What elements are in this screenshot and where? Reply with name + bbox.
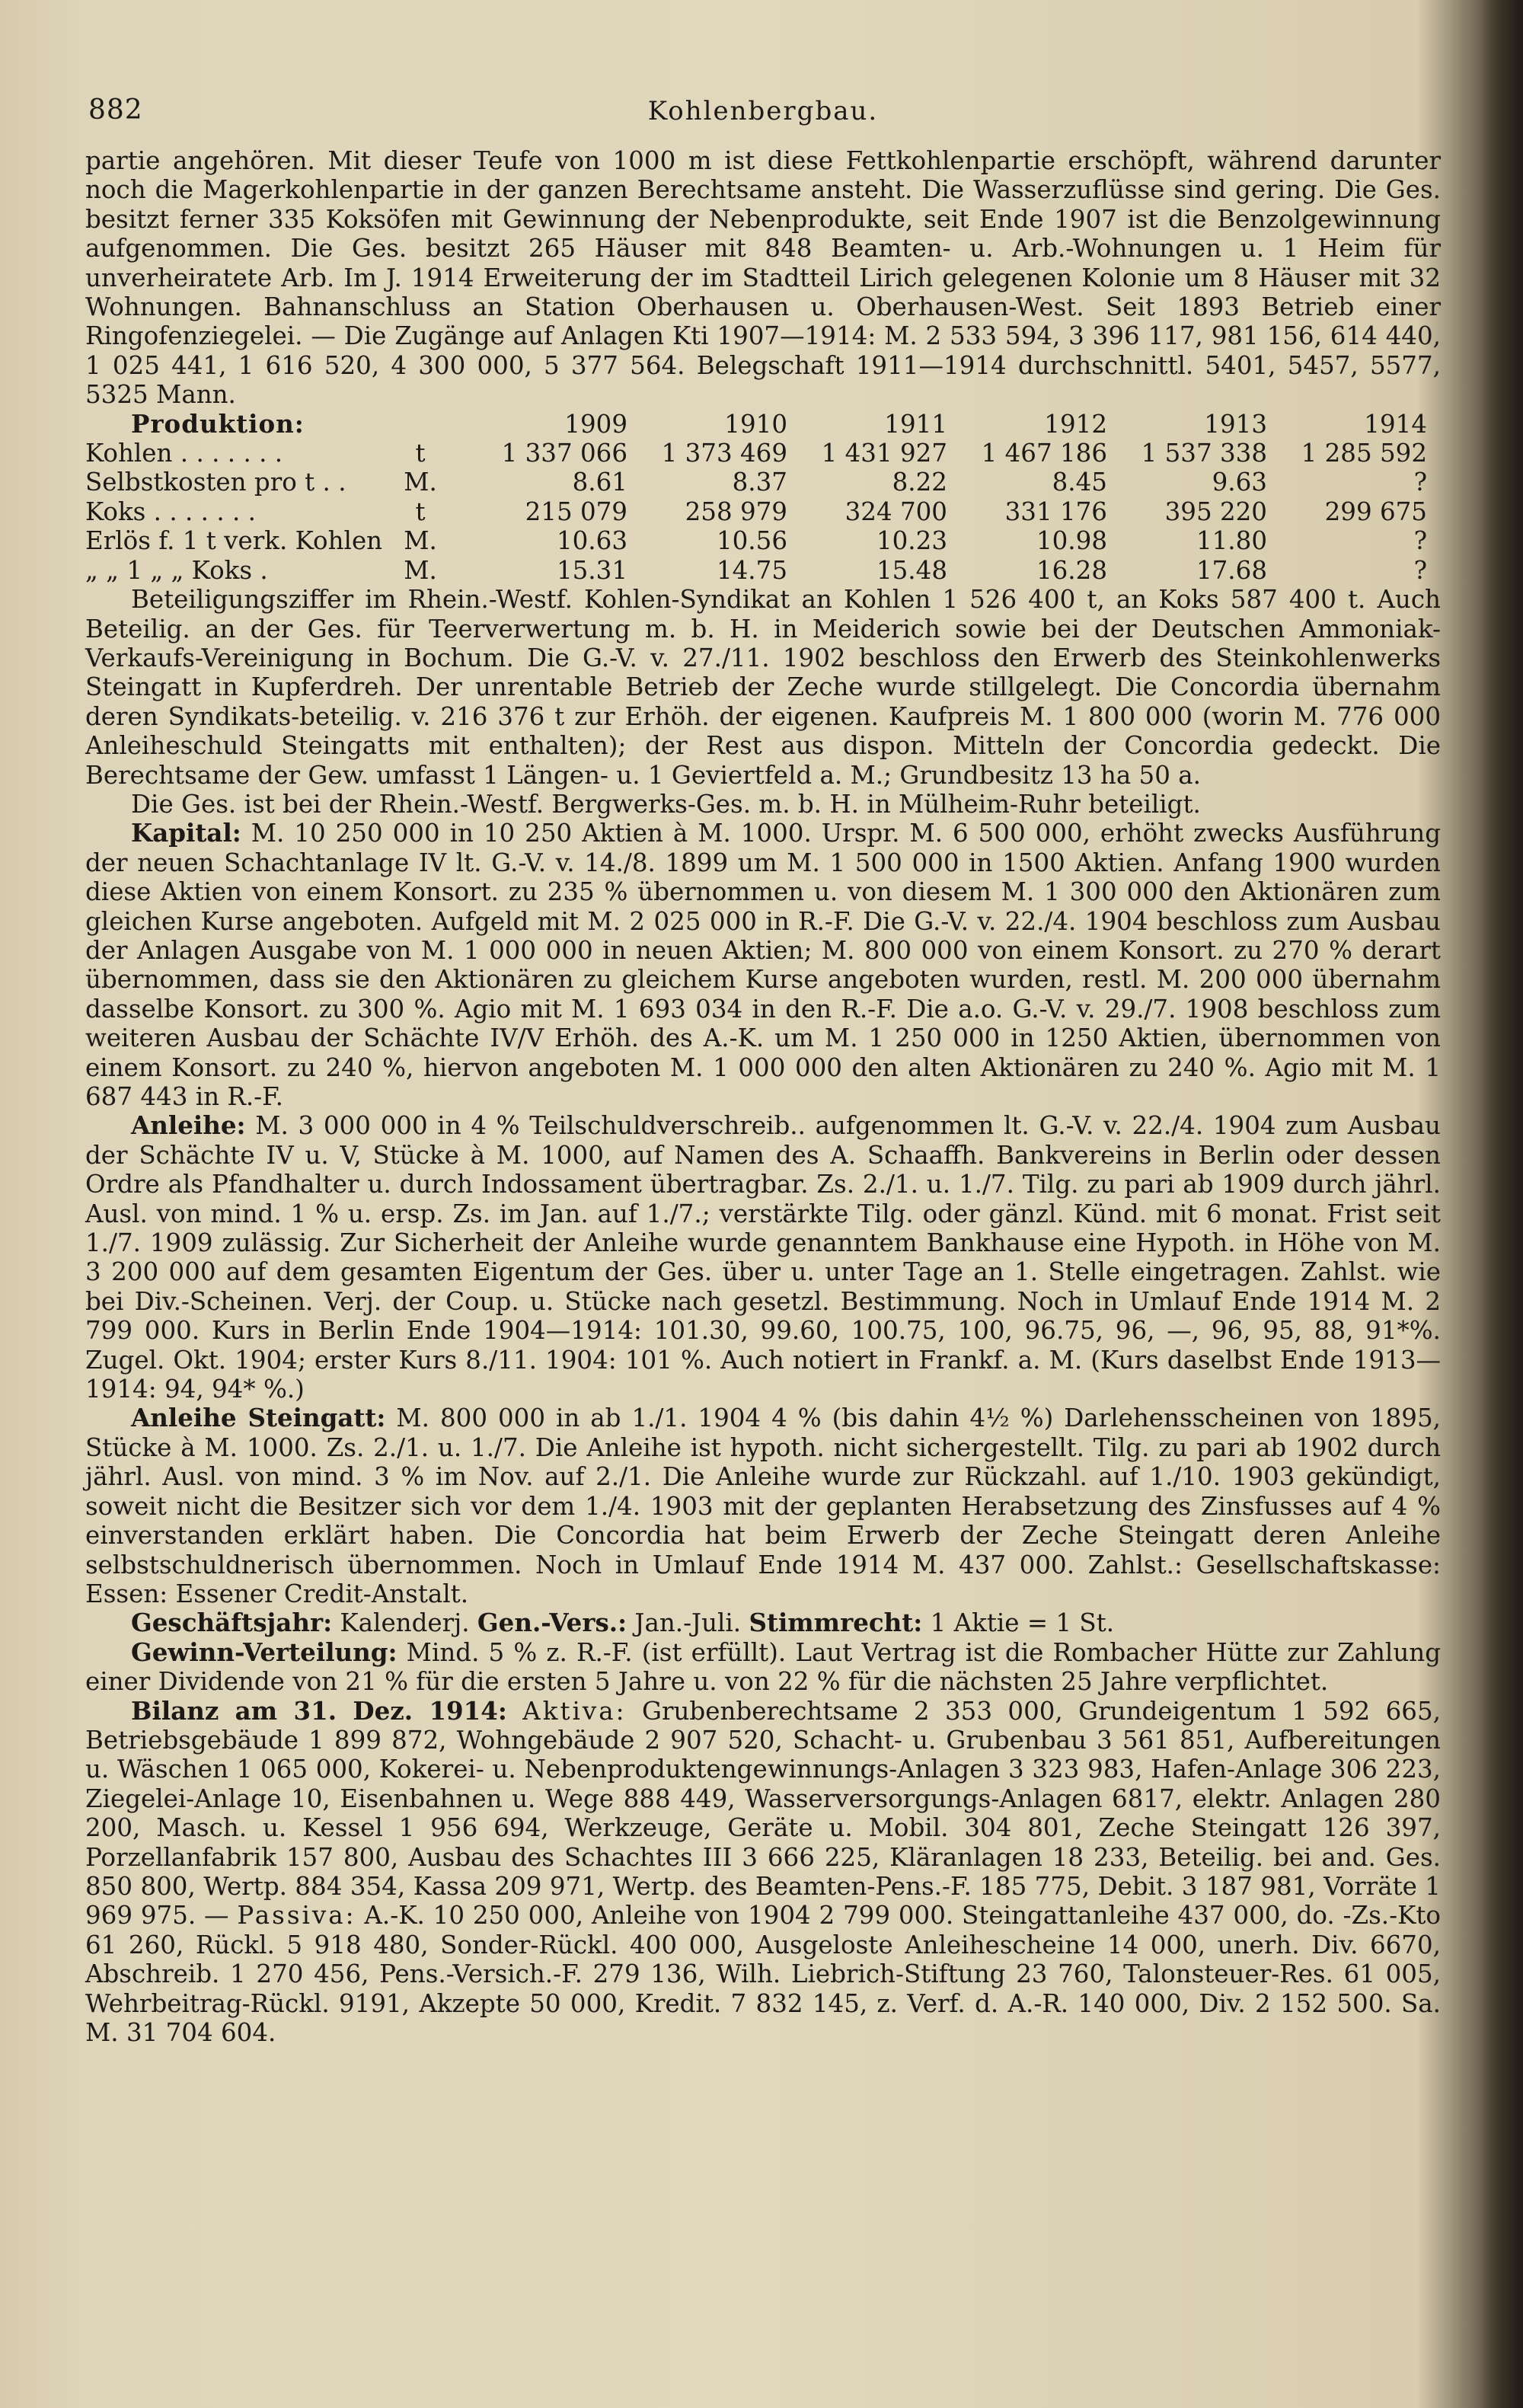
cell: ?: [1413, 555, 1427, 585]
running-head: Kohlenbergbau.: [647, 96, 879, 126]
cell: 17.68: [1196, 555, 1267, 585]
cell: 11.80: [1196, 526, 1267, 556]
cell: ?: [1413, 526, 1427, 556]
aktiva-text: Grubenberechtsame 2 353 000, Grundeigentum 1 592 665, Betriebsgebäude 1 899 872, Wohngebäude 2 907 520, Schacht- u. Grubenbau 3 561 851, Aufbereitungen u. Wäschen 1 065 000, Kokerei- u. Nebenproduktengewinnungs-Anlagen 3 323 983, Hafen-Anlage 306 223, Ziegelei-Anlage 10, Eisenbahnen u. Wege 888 449, Wasserversorgungs-Anlagen 6817, elektr. Anlagen 280 200, Masch. u. Kessel 1 956 694, Werkzeuge, Geräte u. Mobil. 304 801, Zeche Steingatt 126 397, Porzellanfabrik 157 800, Ausbau des Schachtes III 3 666 225, Kläranlagen 18 233, Beteilig. bei and. Ges. 850 800, Wertp. 884 354, Kassa 209 971, Wertp. des Beamten-Pens.-F. 185 775, Debit. 3 187 981, Vorräte 1 969 975. —: [85, 1696, 1441, 1931]
cell: 8.61: [572, 468, 627, 497]
gen-vers-text: Jan.-Juli.: [627, 1608, 749, 1638]
cell: 1 431 927: [821, 439, 947, 468]
paragraph-anleihe-steingatt: [85, 1404, 1441, 1608]
gewinn-label: Gewinn-Verteilung:: [131, 1637, 398, 1667]
production-row-erloes-kohlen: [85, 526, 1441, 555]
cell: 9.63: [1212, 468, 1267, 497]
paragraph-beteiligung: Beteiligungsziffer im Rhein.-Westf. Kohlen-Syndikat an Kohlen 1 526 400 t, an Koks 587 400 t. Auch Beteilig. an der Ges. für Teerverwertung m. b. H. in Meiderich sowie bei der Deutschen Ammoniak-Verkaufs-Vereinigung in Bochum. Die G.-V. v. 27./11. 1902 beschloss den Erwerb des Steinkohlenwerks Steingatt in Kupferdreh. Der unrentable Betrieb der Zeche wurde stillgelegt. Die Concordia übernahm deren Syndikats-beteilig. v. 216 376 t zur Erhöh. der eigenen. Kaufpreis M. 1 800 000 (worin M. 776 000 Anleiheschuld Steingatts mit enthalten); der Rest aus dispon. Mitteln der Concordia gedeckt. Die Berechtsame der Gew. umfasst 1 Längen- u. 1 Geviertfeld a. M.; Grundbesitz 13 ha 50 a.: [85, 585, 1441, 790]
paragraph-intro: partie angehören. Mit dieser Teufe von 1000 m ist diese Fettkohlenpartie erschöpft, während darunter noch die Magerkohlenpartie in der ganzen Berechtsame ansteht. Die Wasserzuflüsse sind gering. Die Ges. besitzt ferner 335 Koksöfen mit Gewinnung der Nebenprodukte, seit Ende 1907 ist die Benzolgewinnung aufgenommen. Die Ges. besitzt 265 Häuser mit 848 Beamten- u. Arb.-Wohnungen u. 1 Heim für unverheiratete Arb. Im J. 1914 Erweiterung der im Stadtteil Lirich gelegenen Kolonie um 8 Häuser mit 32 Wohnungen. Bahnanschluss an Station Oberhausen u. Oberhausen-West. Seit 1893 Betrieb einer Ringofenziegelei. — Die Zugänge auf Anlagen Kti 1907—1914: M. 2 533 594, 3 396 117, 981 156, 614 440, 1 025 441, 1 616 520, 4 300 000, 5 377 564. Belegschaft 1911—1914 durchschnittl. 5401, 5457, 5577, 5325 Mann.: [85, 146, 1441, 410]
page-header: [85, 85, 1441, 146]
cell: 8.45: [1052, 468, 1107, 497]
row-label: Kohlen . . . . . . .: [85, 439, 283, 468]
year-1912: 1912: [1044, 409, 1107, 439]
paragraph-kapital: [85, 819, 1441, 1111]
row-unit: t: [415, 497, 426, 526]
anleihe-steingatt-label: Anleihe Steingatt:: [131, 1403, 386, 1433]
cell: 8.37: [732, 468, 787, 497]
row-label: Erlös f. 1 t verk. Kohlen: [85, 526, 383, 556]
anleihe-steingatt-text: M. 800 000 in ab 1./1. 1904 4 % (bis dahin 4½ %) Darlehensscheinen von 1895, Stücke à M. 1000. Zs. 2./1. u. 1./7. Die Anleihe ist hypoth. nicht sichergestellt. Tilg. zu pari ab 1902 durch jährl. Ausl. von mind. 3 % im Nov. auf 2./1. Die Anleihe wurde zur Rückzahl. auf 1./10. 1903 gekündigt, soweit nicht die Besitzer sich vor dem 1./4. 1903 mit der geplanten Herabsetzung des Zinsfusses auf 4 % einverstanden erklärt haben. Die Concordia hat beim Erwerb der Zeche Steingatt deren Anleihe selbstschuldnerisch übernommen. Noch in Umlauf Ende 1914 M. 437 000. Zahlst.: Gesellschaftskasse: Essen: Essener Credit-Anstalt.: [85, 1404, 1441, 1608]
gen-vers-label: Gen.-Vers.:: [477, 1608, 627, 1638]
cell: 10.23: [876, 526, 947, 556]
row-unit: M.: [404, 526, 437, 556]
gewinn-text: Mind. 5 % z. R.-F. (ist erfüllt). Laut Vertrag ist die Rombacher Hütte zur Zahlung einer Dividende von 21 % für die ersten 5 Jahre u. von 22 % für die nächsten 25 Jahre verpflichtet.: [85, 1637, 1441, 1697]
cell: 1 337 066: [501, 439, 627, 468]
cell: 10.63: [556, 526, 627, 556]
paragraph-anleihe: [85, 1111, 1441, 1404]
cell: 395 220: [1164, 497, 1267, 526]
cell: 324 700: [845, 497, 947, 526]
geschaeftsjahr-text: Kalenderj.: [332, 1608, 477, 1638]
cell: 1 537 338: [1141, 439, 1267, 468]
cell: 14.75: [716, 555, 787, 585]
production-label: Produktion:: [131, 408, 305, 439]
row-unit: M.: [404, 555, 437, 585]
paragraph-gewinn-verteilung: [85, 1638, 1441, 1697]
stimmrecht-label: Stimmrecht:: [749, 1608, 923, 1638]
cell: 331 176: [1004, 497, 1107, 526]
cell: 215 079: [525, 497, 627, 526]
cell: 258 979: [685, 497, 787, 526]
production-row-selbstkosten: [85, 468, 1441, 497]
body-text: [85, 146, 1441, 2047]
passiva-text: A.-K. 10 250 000, Anleihe von 1904 2 799 000. Steingattanleihe 437 000, do. -Zs.-Kto 61 260, Rückl. 5 918 480, Sonder-Rückl. 400 000, Ausgeloste Anleihescheine 14 000, unerh. Div. 6670, Abschreib. 1 270 456, Pens.-Versich.-F. 279 136, Wilh. Liebrich-Stiftung 23 760, Talonsteuer-Res. 61 005, Wehrbeitrag-Rückl. 9191, Akzepte 50 000, Kredit. 7 832 145, z. Verf. d. A.-R. 140 000, Div. 2 152 500. Sa. M. 31 704 604.: [85, 1901, 1441, 2047]
kapital-text: M. 10 250 000 in 10 250 Aktien à M. 1000. Urspr. M. 6 500 000, erhöht zwecks Ausführung der neuen Schachtanlage IV lt. G.-V. v. 14./8. 1899 um M. 1 500 000 in 1500 Aktien. Anfang 1900 wurden diese Aktien von einem Konsort. zu 235 % übernommen u. von diesem M. 1 300 000 den Aktionären zum gleichen Kurse angeboten. Aufgeld mit M. 2 025 000 in R.-F. Die G.-V. v. 22./4. 1904 beschloss zum Ausbau der Anlagen Ausgabe von M. 1 000 000 in neuen Aktien; M. 800 000 von einem Konsort. zu 270 % derart übernommen, dass sie den Aktionären zu gleichem Kurse angeboten wurden, restl. M. 200 000 übernahm dasselbe Konsort. zu 300 %. Agio mit M. 1 693 034 in den R.-F. Die a.o. G.-V. v. 29./7. 1908 beschloss zum weiteren Ausbau der Schächte IV/V Erhöh. des A.-K. um M. 1 250 000 in 1250 Aktien, übernommen von einem Konsort. zu 240 %, hiervon angeboten M. 1 000 000 den alten Aktionären zu 240 %. Agio mit M. 1 687 443 in R.-F.: [85, 819, 1441, 1111]
anleihe-label: Anleihe:: [131, 1110, 246, 1141]
paragraph-verband: Die Ges. ist bei der Rhein.-Westf. Bergwerks-Ges. m. b. H. in Mülheim-Ruhr beteiligt.: [131, 789, 1201, 819]
geschaeftsjahr-label: Geschäftsjahr:: [131, 1608, 333, 1638]
row-label: Selbstkosten pro t . .: [85, 468, 346, 497]
year-1914: 1914: [1364, 409, 1427, 439]
row-unit: M.: [404, 468, 437, 497]
year-1911: 1911: [884, 409, 947, 439]
cell: 1 467 186: [981, 439, 1107, 468]
cell: 15.48: [876, 555, 947, 585]
production-row-kohlen: [85, 439, 1441, 468]
cell: 299 675: [1324, 497, 1427, 526]
cell: 10.56: [716, 526, 787, 556]
production-table-header: [85, 410, 1441, 439]
year-1909: 1909: [564, 409, 627, 439]
year-1910: 1910: [724, 409, 787, 439]
stimmrecht-text: 1 Aktie = 1 St.: [922, 1608, 1115, 1638]
production-row-erloes-koks: [85, 556, 1441, 585]
bilanz-label: Bilanz am 31. Dez. 1914:: [131, 1695, 507, 1726]
page-content: [85, 85, 1441, 2047]
passiva-label: Passiva:: [237, 1901, 356, 1931]
production-row-koks: [85, 497, 1441, 526]
anleihe-text: M. 3 000 000 in 4 % Teilschuldverschreib.. aufgenommen lt. G.-V. v. 22./4. 1904 zum Ausbau der Schächte IV u. V, Stücke à M. 1000, auf Namen des A. Schaaffh. Bankvereins in Berlin oder dessen Ordre als Pfandhalter u. durch Indossament übertragbar. Zs. 2./1. u. 1./7. Tilg. zu pari ab 1909 durch jährl. Ausl. von mind. 1 % u. ersp. Zs. im Jan. auf 1./7.; verstärkte Tilg. oder gänzl. Künd. mit 6 monat. Frist seit 1./7. 1909 zulässig. Zur Sicherheit der Anleihe wurde genanntem Bankhause eine Hypoth. in Höhe von M. 3 200 000 auf dem gesamten Eigentum der Ges. über u. unter Tage an 1. Stelle eingetragen. Zahlst. wie bei Div.-Scheinen. Verj. der Coup. u. Stücke nach gesetzl. Bestimmung. Noch in Umlauf Ende 1914 M. 2 799 000. Kurs in Berlin Ende 1904—1914: 101.30, 99.60, 100.75, 100, 96.75, 96, —, 96, 95, 88, 91*%. Zugel. Okt. 1904; erster Kurs 8./11. 1904: 101 %. Auch notiert in Frankf. a. M. (Kurs daselbst Ende 1913—1914: 94, 94* %.): [85, 1111, 1441, 1404]
row-unit: t: [415, 439, 426, 468]
cell: 16.28: [1036, 555, 1107, 585]
cell: 15.31: [556, 555, 627, 585]
cell: 8.22: [892, 468, 947, 497]
cell: 1 373 469: [661, 439, 787, 468]
aktiva-label: Aktiva:: [522, 1696, 627, 1726]
cell: ?: [1413, 468, 1427, 497]
kapital-label: Kapital:: [131, 818, 241, 848]
paragraph-geschaeftsjahr: [85, 1608, 1441, 1637]
row-label: „ „ 1 „ „ Koks .: [85, 555, 268, 585]
paragraph-bilanz: [85, 1697, 1441, 2048]
row-label: Koks . . . . . . .: [85, 497, 256, 526]
year-1913: 1913: [1204, 409, 1267, 439]
cell: 1 285 592: [1301, 439, 1427, 468]
book-spine-shadow: [1480, 0, 1523, 2408]
cell: 10.98: [1036, 526, 1107, 556]
page-number: 882: [88, 94, 143, 126]
